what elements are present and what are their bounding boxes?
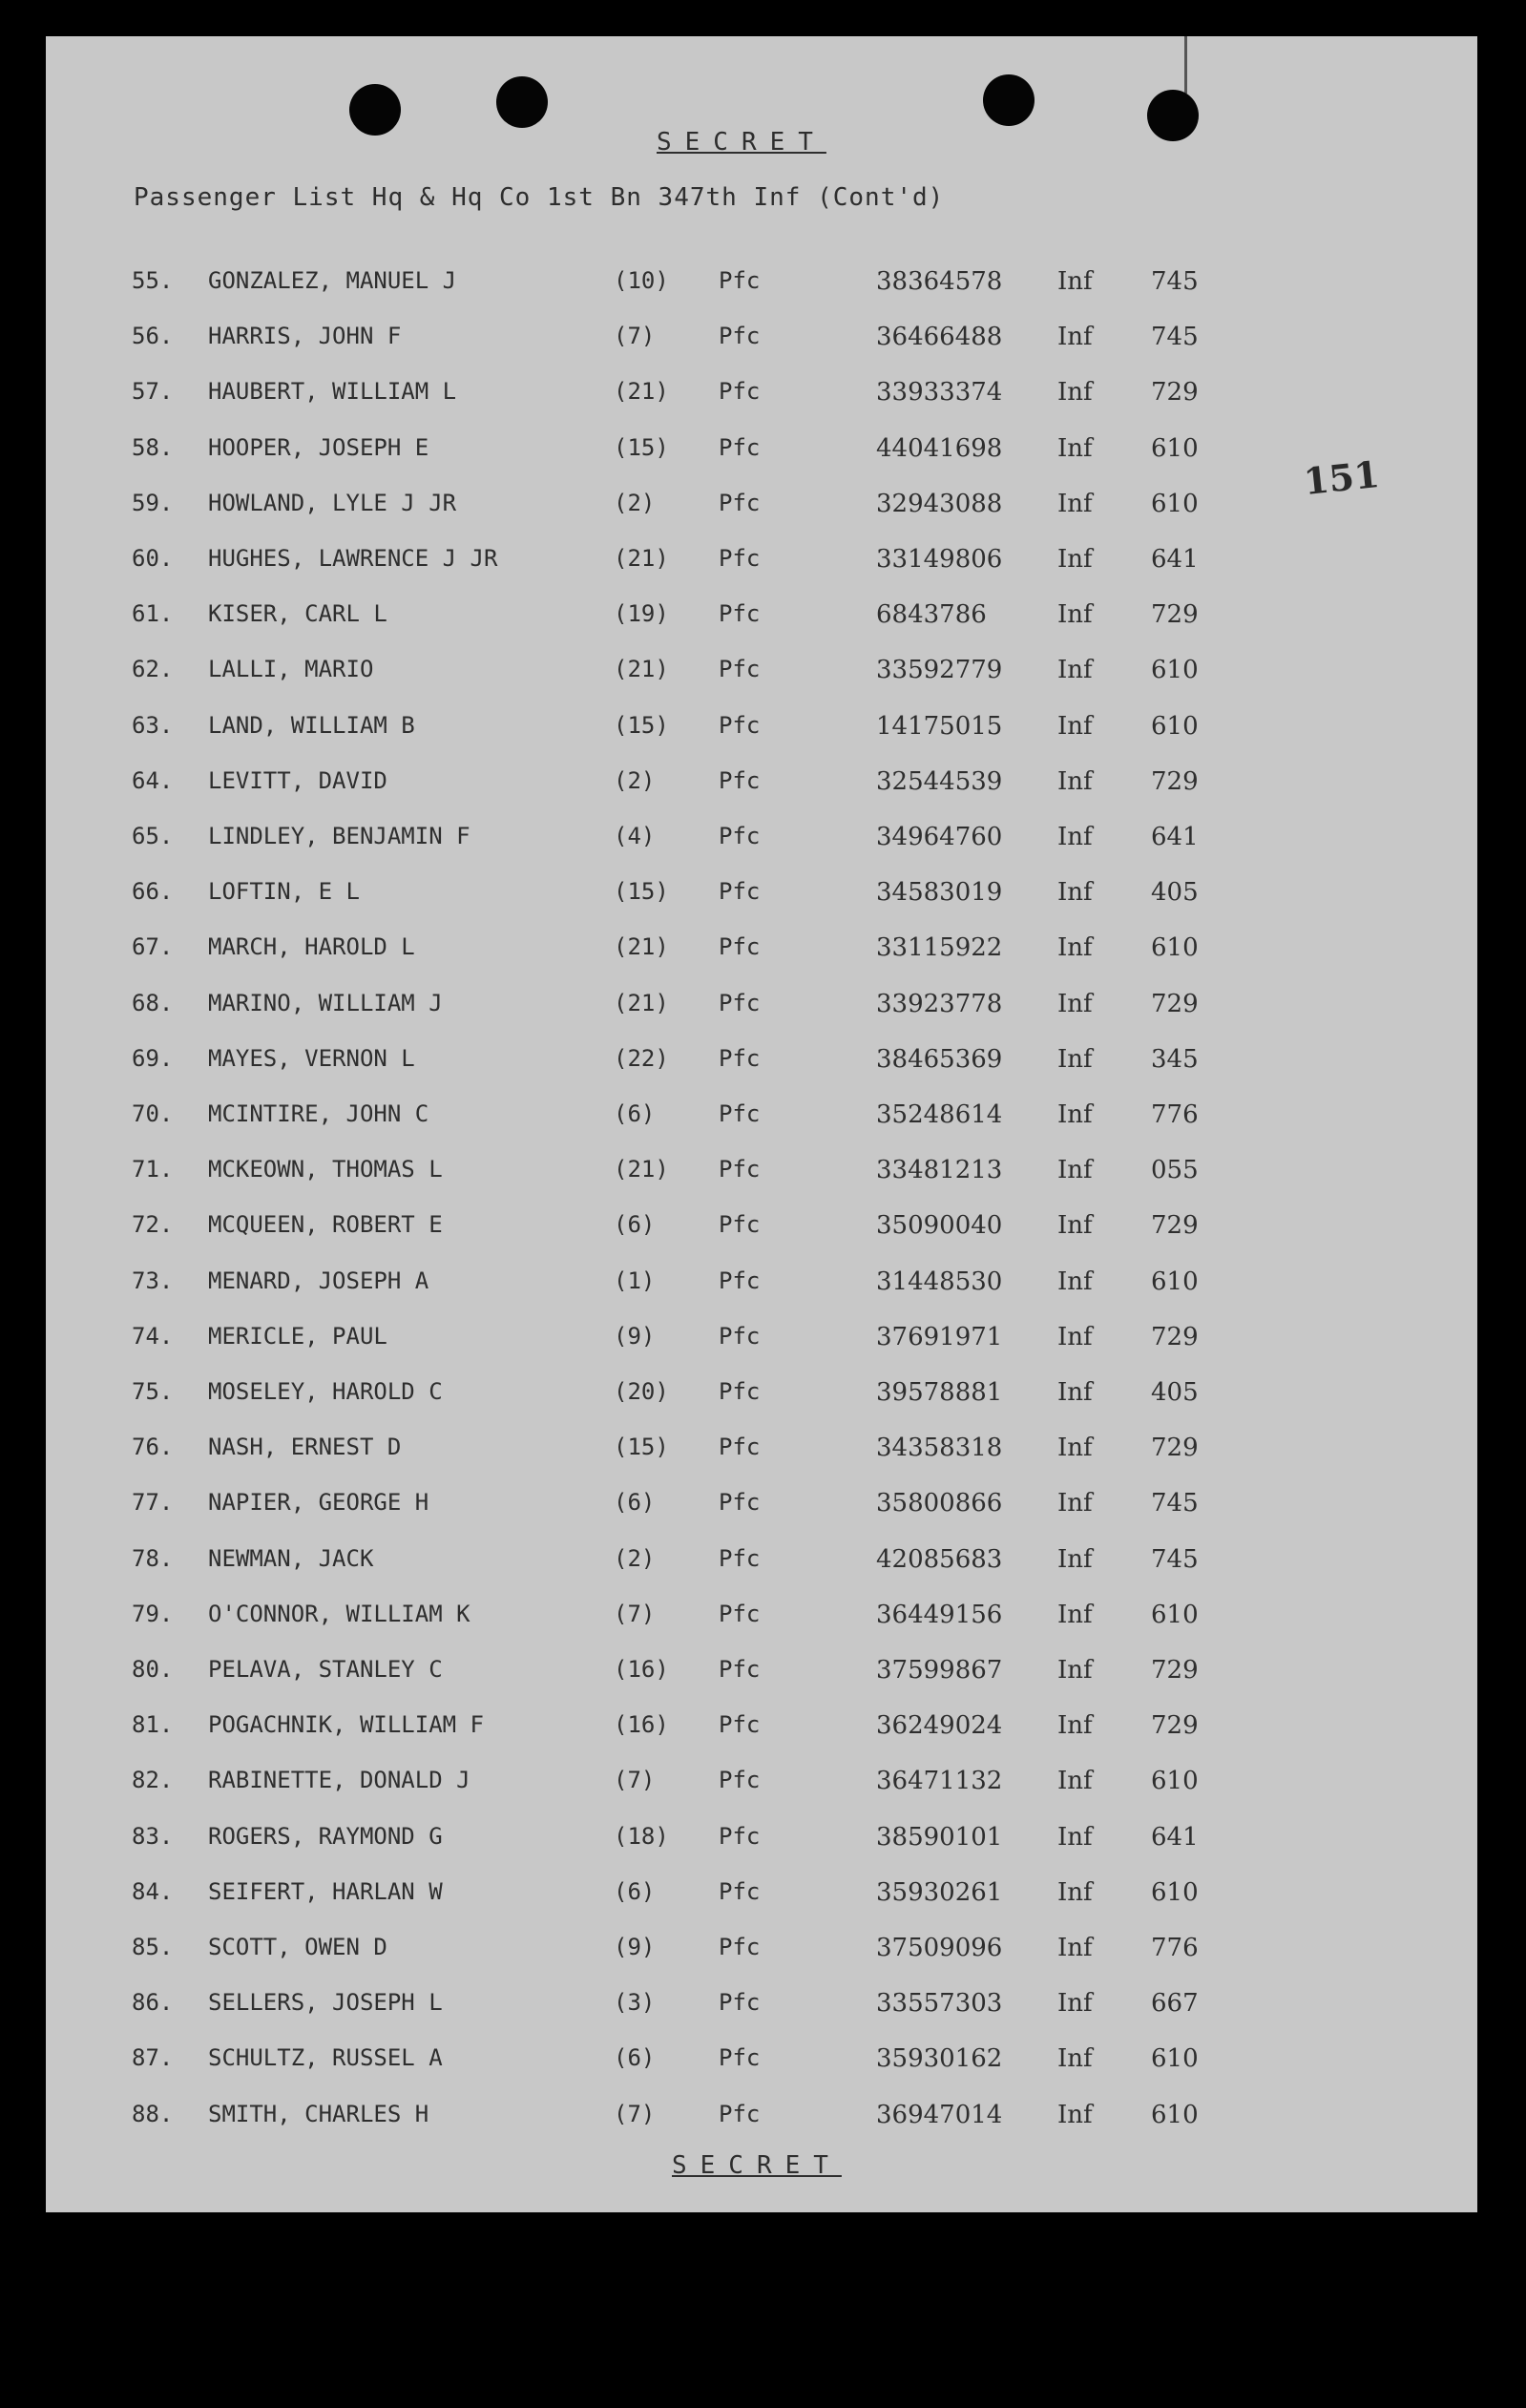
- mos-code: 776: [1151, 1100, 1199, 1129]
- mos-code: 729: [1151, 1211, 1199, 1241]
- passenger-name: LOFTIN, E L: [208, 878, 360, 906]
- row-number: 55.: [132, 267, 174, 294]
- arm-of-service: Inf: [1057, 1656, 1093, 1685]
- table-row: [46, 490, 1477, 528]
- rank: Pfc: [719, 545, 761, 572]
- arm-of-service: Inf: [1057, 878, 1093, 908]
- arm-of-service: Inf: [1057, 1934, 1093, 1962]
- days-value: (21): [614, 656, 669, 683]
- arm-of-service: Inf: [1057, 989, 1093, 1018]
- table-row: [46, 878, 1477, 916]
- days-value: (16): [614, 1656, 669, 1683]
- arm-of-service: Inf: [1057, 766, 1093, 796]
- mos-code: 405: [1151, 878, 1199, 908]
- table-row: [46, 1545, 1477, 1583]
- row-number: 66.: [132, 878, 174, 906]
- serial-number: 36249024: [876, 1711, 1003, 1741]
- arm-of-service: Inf: [1057, 2100, 1093, 2129]
- table-row: [46, 1156, 1477, 1194]
- serial-number: 42085683: [876, 1544, 1003, 1574]
- rank: Pfc: [719, 323, 761, 350]
- arm-of-service: Inf: [1057, 1211, 1093, 1241]
- mos-code: 729: [1151, 1711, 1199, 1741]
- table-row: [46, 1989, 1477, 2027]
- punch-hole: [496, 76, 548, 128]
- rank: Pfc: [719, 1044, 761, 1072]
- table-row: [46, 767, 1477, 806]
- punch-hole: [1147, 90, 1199, 141]
- rank: Pfc: [719, 1267, 761, 1294]
- mos-code: 610: [1151, 489, 1199, 518]
- serial-number: 35248614: [876, 1100, 1003, 1129]
- rank: Pfc: [719, 1989, 761, 2017]
- row-number: 79.: [132, 1600, 174, 1627]
- footer-classification: SECRET: [672, 2151, 842, 2180]
- arm-of-service: Inf: [1057, 1156, 1093, 1185]
- passenger-name: MCKEOWN, THOMAS L: [208, 1156, 443, 1183]
- passenger-name: MCINTIRE, JOHN C: [208, 1100, 429, 1127]
- page-title: Passenger List Hq & Hq Co 1st Bn 347th Inf (Cont'd): [134, 183, 945, 212]
- days-value: (21): [614, 989, 669, 1016]
- table-row: [46, 1823, 1477, 1861]
- serial-number: 38364578: [876, 267, 1003, 296]
- table-row: [46, 1434, 1477, 1472]
- serial-number: 32943088: [876, 489, 1003, 518]
- serial-number: 33481213: [876, 1156, 1003, 1185]
- row-number: 72.: [132, 1211, 174, 1239]
- arm-of-service: Inf: [1057, 1322, 1093, 1351]
- table-row: [46, 1211, 1477, 1249]
- table-row: [46, 1378, 1477, 1416]
- mos-code: 610: [1151, 1767, 1199, 1796]
- days-value: (18): [614, 1822, 669, 1850]
- passenger-name: RABINETTE, DONALD J: [208, 1767, 470, 1794]
- rank: Pfc: [719, 1378, 761, 1405]
- arm-of-service: Inf: [1057, 1600, 1093, 1629]
- passenger-name: PELAVA, STANLEY C: [208, 1656, 443, 1683]
- arm-of-service: Inf: [1057, 378, 1093, 408]
- days-value: (6): [614, 1489, 656, 1517]
- rank: Pfc: [719, 1489, 761, 1517]
- mos-code: 729: [1151, 766, 1199, 796]
- row-number: 58.: [132, 433, 174, 461]
- serial-number: 37599867: [876, 1656, 1003, 1685]
- mos-code: 745: [1151, 323, 1199, 352]
- table-row: [46, 1767, 1477, 1805]
- days-value: (21): [614, 545, 669, 572]
- serial-number: 31448530: [876, 1267, 1003, 1296]
- days-value: (15): [614, 1434, 669, 1461]
- rank: Pfc: [719, 1156, 761, 1183]
- passenger-name: MARCH, HAROLD L: [208, 933, 415, 961]
- serial-number: 35930261: [876, 1877, 1003, 1907]
- days-value: (20): [614, 1378, 669, 1405]
- days-value: (2): [614, 766, 656, 794]
- mos-code: 610: [1151, 933, 1199, 963]
- arm-of-service: Inf: [1057, 823, 1093, 851]
- row-number: 70.: [132, 1100, 174, 1127]
- days-value: (10): [614, 267, 669, 294]
- table-row: [46, 2101, 1477, 2139]
- row-number: 69.: [132, 1044, 174, 1072]
- passenger-name: HOWLAND, LYLE J JR: [208, 489, 457, 516]
- arm-of-service: Inf: [1057, 933, 1093, 963]
- days-value: (7): [614, 1767, 656, 1794]
- mos-code: 610: [1151, 1267, 1199, 1296]
- passenger-name: SEIFERT, HARLAN W: [208, 1877, 443, 1905]
- serial-number: 36466488: [876, 323, 1003, 352]
- mos-code: 776: [1151, 1934, 1199, 1962]
- passenger-name: SELLERS, JOSEPH L: [208, 1989, 443, 2017]
- passenger-name: HUGHES, LAWRENCE J JR: [208, 545, 498, 572]
- document-page: [46, 36, 1477, 2212]
- serial-number: 33933374: [876, 378, 1003, 408]
- row-number: 57.: [132, 378, 174, 406]
- arm-of-service: Inf: [1057, 1044, 1093, 1074]
- rank: Pfc: [719, 878, 761, 906]
- days-value: (15): [614, 878, 669, 906]
- days-value: (6): [614, 2044, 656, 2072]
- table-row: [46, 656, 1477, 694]
- serial-number: 33923778: [876, 989, 1003, 1018]
- rank: Pfc: [719, 823, 761, 849]
- days-value: (4): [614, 823, 656, 849]
- rank: Pfc: [719, 933, 761, 961]
- serial-number: 33115922: [876, 933, 1003, 963]
- rank: Pfc: [719, 1600, 761, 1627]
- rank: Pfc: [719, 656, 761, 683]
- days-value: (7): [614, 2100, 656, 2127]
- arm-of-service: Inf: [1057, 323, 1093, 352]
- table-row: [46, 1323, 1477, 1361]
- passenger-name: SMITH, CHARLES H: [208, 2100, 429, 2127]
- row-number: 71.: [132, 1156, 174, 1183]
- serial-number: 34358318: [876, 1434, 1003, 1463]
- rank: Pfc: [719, 1934, 761, 1960]
- mos-code: 745: [1151, 1544, 1199, 1574]
- days-value: (2): [614, 1544, 656, 1572]
- arm-of-service: Inf: [1057, 2044, 1093, 2074]
- mos-code: 729: [1151, 600, 1199, 630]
- days-value: (15): [614, 433, 669, 461]
- rank: Pfc: [719, 989, 761, 1016]
- mos-code: 610: [1151, 711, 1199, 741]
- mos-code: 610: [1151, 2100, 1199, 2129]
- table-row: [46, 1601, 1477, 1639]
- mos-code: 610: [1151, 1600, 1199, 1629]
- mos-code: 641: [1151, 545, 1199, 574]
- days-value: (6): [614, 1211, 656, 1239]
- mos-code: 667: [1151, 1989, 1199, 2019]
- passenger-name: MCQUEEN, ROBERT E: [208, 1211, 443, 1239]
- passenger-name: SCHULTZ, RUSSEL A: [208, 2044, 443, 2072]
- rank: Pfc: [719, 1767, 761, 1794]
- row-number: 81.: [132, 1711, 174, 1739]
- table-row: [46, 1656, 1477, 1694]
- mos-code: 610: [1151, 656, 1199, 685]
- table-row: [46, 323, 1477, 361]
- passenger-name: GONZALEZ, MANUEL J: [208, 267, 457, 294]
- rank: Pfc: [719, 1322, 761, 1350]
- row-number: 65.: [132, 823, 174, 849]
- table-row: [46, 1711, 1477, 1749]
- passenger-name: ROGERS, RAYMOND G: [208, 1822, 443, 1850]
- rank: Pfc: [719, 600, 761, 628]
- serial-number: 35800866: [876, 1489, 1003, 1518]
- arm-of-service: Inf: [1057, 545, 1093, 574]
- serial-number: 37509096: [876, 1934, 1003, 1962]
- table-row: [46, 1878, 1477, 1916]
- serial-number: 35090040: [876, 1211, 1003, 1241]
- days-value: (6): [614, 1877, 656, 1905]
- arm-of-service: Inf: [1057, 1378, 1093, 1407]
- row-number: 68.: [132, 989, 174, 1016]
- table-row: [46, 1045, 1477, 1083]
- mos-code: 729: [1151, 1656, 1199, 1685]
- serial-number: 34964760: [876, 823, 1003, 851]
- passenger-name: O'CONNOR, WILLIAM K: [208, 1600, 470, 1627]
- rank: Pfc: [719, 1434, 761, 1461]
- row-number: 61.: [132, 600, 174, 628]
- days-value: (2): [614, 489, 656, 516]
- row-number: 64.: [132, 766, 174, 794]
- days-value: (21): [614, 1156, 669, 1183]
- arm-of-service: Inf: [1057, 1267, 1093, 1296]
- passenger-name: NAPIER, GEORGE H: [208, 1489, 429, 1517]
- passenger-name: MERICLE, PAUL: [208, 1322, 387, 1350]
- serial-number: 38465369: [876, 1044, 1003, 1074]
- arm-of-service: Inf: [1057, 656, 1093, 685]
- serial-number: 44041698: [876, 433, 1003, 463]
- table-row: [46, 267, 1477, 305]
- table-row: [46, 600, 1477, 639]
- row-number: 86.: [132, 1989, 174, 2017]
- rank: Pfc: [719, 1211, 761, 1239]
- rank: Pfc: [719, 1877, 761, 1905]
- mos-code: 641: [1151, 823, 1199, 851]
- days-value: (7): [614, 1600, 656, 1627]
- rank: Pfc: [719, 433, 761, 461]
- rank: Pfc: [719, 1544, 761, 1572]
- serial-number: 36449156: [876, 1600, 1003, 1629]
- row-number: 74.: [132, 1322, 174, 1350]
- row-number: 82.: [132, 1767, 174, 1794]
- days-value: (7): [614, 323, 656, 350]
- serial-number: 36471132: [876, 1767, 1003, 1796]
- arm-of-service: Inf: [1057, 1767, 1093, 1796]
- mos-code: 729: [1151, 989, 1199, 1018]
- table-row: [46, 2044, 1477, 2083]
- row-number: 75.: [132, 1378, 174, 1405]
- rank: Pfc: [719, 766, 761, 794]
- table-row: [46, 1934, 1477, 1972]
- table-row: [46, 1489, 1477, 1527]
- passenger-name: POGACHNIK, WILLIAM F: [208, 1711, 484, 1739]
- days-value: (15): [614, 711, 669, 739]
- arm-of-service: Inf: [1057, 1489, 1093, 1518]
- page-number-stamp: 151: [1301, 451, 1382, 504]
- row-number: 60.: [132, 545, 174, 572]
- row-number: 73.: [132, 1267, 174, 1294]
- punch-hole: [983, 74, 1035, 126]
- rank: Pfc: [719, 1656, 761, 1683]
- days-value: (16): [614, 1711, 669, 1739]
- punch-hole: [349, 84, 401, 136]
- days-value: (9): [614, 1934, 656, 1960]
- passenger-name: MOSELEY, HAROLD C: [208, 1378, 443, 1405]
- passenger-name: LALLI, MARIO: [208, 656, 374, 683]
- page-mark: [1184, 36, 1187, 94]
- table-row: [46, 545, 1477, 583]
- arm-of-service: Inf: [1057, 433, 1093, 463]
- table-row: [46, 434, 1477, 472]
- arm-of-service: Inf: [1057, 711, 1093, 741]
- row-number: 59.: [132, 489, 174, 516]
- passenger-name: SCOTT, OWEN D: [208, 1934, 387, 1960]
- arm-of-service: Inf: [1057, 1822, 1093, 1852]
- serial-number: 37691971: [876, 1322, 1003, 1351]
- serial-number: 32544539: [876, 766, 1003, 796]
- mos-code: 729: [1151, 378, 1199, 408]
- serial-number: 35930162: [876, 2044, 1003, 2074]
- mos-code: 641: [1151, 1822, 1199, 1852]
- passenger-name: NASH, ERNEST D: [208, 1434, 402, 1461]
- row-number: 62.: [132, 656, 174, 683]
- rank: Pfc: [719, 489, 761, 516]
- passenger-name: NEWMAN, JACK: [208, 1544, 374, 1572]
- passenger-name: MARINO, WILLIAM J: [208, 989, 443, 1016]
- days-value: (21): [614, 933, 669, 961]
- rank: Pfc: [719, 2044, 761, 2072]
- serial-number: 34583019: [876, 878, 1003, 908]
- mos-code: 745: [1151, 1489, 1199, 1518]
- rank: Pfc: [719, 1100, 761, 1127]
- row-number: 67.: [132, 933, 174, 961]
- days-value: (22): [614, 1044, 669, 1072]
- row-number: 63.: [132, 711, 174, 739]
- table-row: [46, 1267, 1477, 1306]
- arm-of-service: Inf: [1057, 1711, 1093, 1741]
- rank: Pfc: [719, 378, 761, 406]
- mos-code: 610: [1151, 433, 1199, 463]
- passenger-name: HOOPER, JOSEPH E: [208, 433, 429, 461]
- passenger-name: LAND, WILLIAM B: [208, 711, 415, 739]
- arm-of-service: Inf: [1057, 1544, 1093, 1574]
- rank: Pfc: [719, 1822, 761, 1850]
- table-row: [46, 933, 1477, 972]
- passenger-name: LINDLEY, BENJAMIN F: [208, 823, 470, 849]
- row-number: 84.: [132, 1877, 174, 1905]
- arm-of-service: Inf: [1057, 1877, 1093, 1907]
- mos-code: 345: [1151, 1044, 1199, 1074]
- passenger-name: KISER, CARL L: [208, 600, 387, 628]
- arm-of-service: Inf: [1057, 1100, 1093, 1129]
- days-value: (3): [614, 1989, 656, 2017]
- mos-code: 745: [1151, 267, 1199, 296]
- row-number: 77.: [132, 1489, 174, 1517]
- mos-code: 610: [1151, 2044, 1199, 2074]
- days-value: (19): [614, 600, 669, 628]
- arm-of-service: Inf: [1057, 1434, 1093, 1463]
- arm-of-service: Inf: [1057, 267, 1093, 296]
- days-value: (21): [614, 378, 669, 406]
- serial-number: 6843786: [876, 600, 987, 630]
- table-row: [46, 823, 1477, 861]
- arm-of-service: Inf: [1057, 600, 1093, 630]
- mos-code: 055: [1151, 1156, 1199, 1185]
- rank: Pfc: [719, 711, 761, 739]
- passenger-name: LEVITT, DAVID: [208, 766, 387, 794]
- header-classification: SECRET: [657, 128, 826, 157]
- serial-number: 39578881: [876, 1378, 1003, 1407]
- passenger-name: MAYES, VERNON L: [208, 1044, 415, 1072]
- row-number: 87.: [132, 2044, 174, 2072]
- arm-of-service: Inf: [1057, 1989, 1093, 2019]
- table-row: [46, 378, 1477, 416]
- serial-number: 33557303: [876, 1989, 1003, 2019]
- passenger-name: HARRIS, JOHN F: [208, 323, 402, 350]
- serial-number: 36947014: [876, 2100, 1003, 2129]
- rank: Pfc: [719, 2100, 761, 2127]
- table-row: [46, 712, 1477, 750]
- serial-number: 14175015: [876, 711, 1003, 741]
- row-number: 83.: [132, 1822, 174, 1850]
- row-number: 56.: [132, 323, 174, 350]
- row-number: 88.: [132, 2100, 174, 2127]
- mos-code: 405: [1151, 1378, 1199, 1407]
- row-number: 85.: [132, 1934, 174, 1960]
- table-row: [46, 990, 1477, 1028]
- table-row: [46, 1100, 1477, 1139]
- row-number: 76.: [132, 1434, 174, 1461]
- serial-number: 33592779: [876, 656, 1003, 685]
- rank: Pfc: [719, 1711, 761, 1739]
- days-value: (1): [614, 1267, 656, 1294]
- rank: Pfc: [719, 267, 761, 294]
- serial-number: 33149806: [876, 545, 1003, 574]
- serial-number: 38590101: [876, 1822, 1003, 1852]
- row-number: 78.: [132, 1544, 174, 1572]
- days-value: (6): [614, 1100, 656, 1127]
- mos-code: 729: [1151, 1434, 1199, 1463]
- mos-code: 610: [1151, 1877, 1199, 1907]
- passenger-name: MENARD, JOSEPH A: [208, 1267, 429, 1294]
- row-number: 80.: [132, 1656, 174, 1683]
- passenger-name: HAUBERT, WILLIAM L: [208, 378, 457, 406]
- days-value: (9): [614, 1322, 656, 1350]
- mos-code: 729: [1151, 1322, 1199, 1351]
- arm-of-service: Inf: [1057, 489, 1093, 518]
